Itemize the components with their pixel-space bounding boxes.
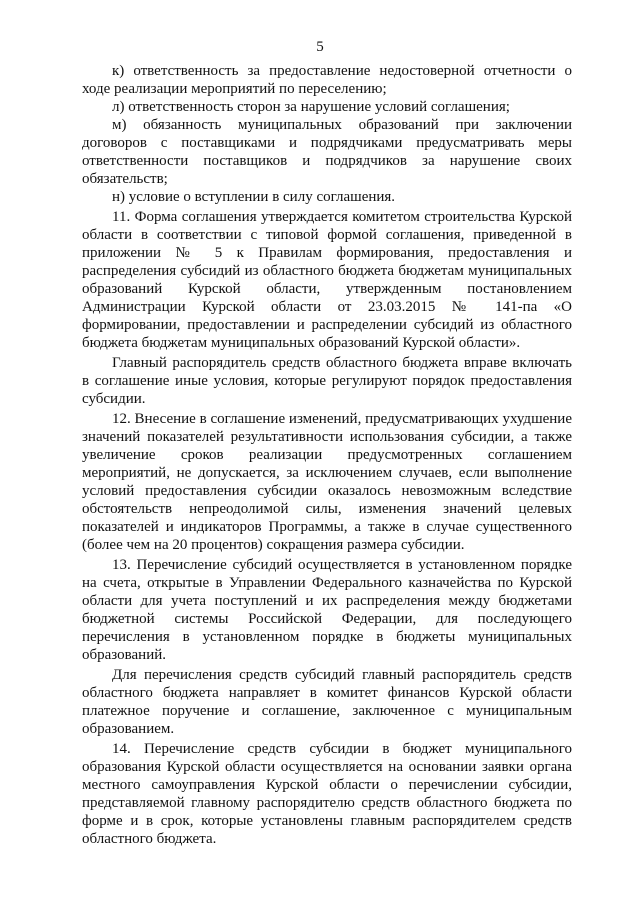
paragraph-clause-14: 14. Перечисление средств субсидии в бюджет муниципального образования Курской области осуществляется на основании заявки органа местного самоуправления Курской области о перечислении субсидии, представляемой главному распорядителю средств областного бюджета по форме и в срок, которые установлены главным распорядителем средств областного бюджета.	[82, 741, 572, 847]
paragraph-clause-11: 11. Форма соглашения утверждается комитетом строительства Курской области в соответствии с типовой формой соглашения, приведенной в приложении № 5 к Правилам формирования, предоставления и распределения субсидий из областного бюджета бюджетам муниципальных образований Курской области, утвержденным постановлением Администрации Курской области от 23.03.2015 № 141-па «О формировании, предоставлении и распределении субсидий из областного бюджета бюджетам муниципальных образований Курской области».	[82, 209, 572, 351]
document-body	[82, 62, 572, 848]
paragraph-clause-13: 13. Перечисление субсидий осуществляется в установленном порядке на счета, открытые в Управлении Федерального казначейства по Курской области для учета поступлений и их распределения между бюджетами бюджетной системы Российской Федерации, для последующего перечисления в установленном порядке в бюджеты муниципальных образований.	[82, 557, 572, 663]
paragraph-item-k: к) ответственность за предоставление недостоверной отчетности о ходе реализации мероприятий по переселению;	[82, 63, 572, 97]
paragraph-clause-13-addendum: Для перечисления средств субсидий главный распорядитель средств областного бюджета направляет в комитет финансов Курской области платежное поручение и соглашение, заключенное с муниципальным образованием.	[82, 667, 572, 737]
page-number: 5	[316, 39, 324, 55]
paragraph-clause-12: 12. Внесение в соглашение изменений, предусматривающих ухудшение значений показателей результативности использования субсидии, а также увеличение сроков реализации предусмотренных соглашением мероприятий, не допускается, за исключением случаев, если выполнение условий предоставления субсидии оказалось невозможным вследствие обстоятельств непреодолимой силы, изменения значений целевых показателей и индикаторов Программы, а также в случае существенного (более чем на 20 процентов) сокращения размера субсидии.	[82, 411, 572, 553]
paragraph-item-l: л) ответственность сторон за нарушение условий соглашения;	[112, 99, 510, 115]
paragraph-item-n: н) условие о вступлении в силу соглашения.	[112, 189, 396, 205]
paragraph-clause-11-addendum: Главный распорядитель средств областного бюджета вправе включать в соглашение иные условия, которые регулируют порядок предоставления субсидии.	[82, 355, 572, 407]
paragraph-item-m: м) обязанность муниципальных образований при заключении договоров с поставщиками и подрядчиками предусматривать меры ответственности поставщиков и подрядчиков за нарушение своих обязательств;	[82, 117, 572, 187]
